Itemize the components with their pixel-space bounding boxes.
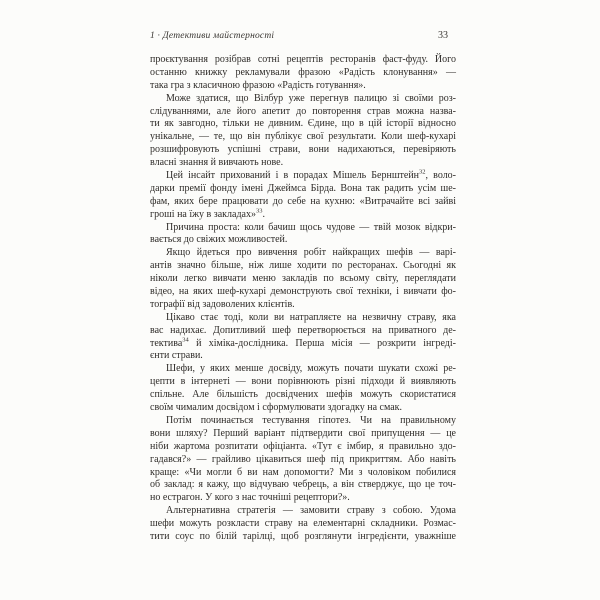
text-line: ти як завгодно, тільки не дивним. Єдине, що в цій історії відносно (150, 118, 456, 130)
text-line: дарки премії фонду імені Джеймса Бірда. Вона так радить усім ше- (150, 182, 456, 194)
text-line: власні знання й вивчають нове. (150, 157, 284, 169)
text-line: тектива$^{34}$ й хіміка-дослідника. Перша місія — розкрити інгреді- (150, 336, 456, 349)
text-line: тити соус по білій тарілці, щоб розглянути інгредієнти, уважніше (150, 530, 456, 542)
paragraph (150, 505, 456, 544)
text-line: Причина проста: коли бачиш щось чудове — твій мозок відкри- (166, 221, 456, 233)
text-line: антів значно більше, ніж лише ходити по ресторанах. Сьогодні як (150, 260, 456, 272)
text-line: цепти в інтернеті — вони порівнюють різні підходи й виявляють (150, 376, 456, 388)
text-line: краще: «Чи могли б ви нам допомогти? Ми з чоловіком побилися (150, 466, 456, 478)
text-line: спільне. Але більшість досвідчених шефів можуть скористатися (150, 389, 456, 401)
text-line: шефи можуть розкласти страву на елементарні складники. Розмас- (150, 518, 456, 530)
footnote-marker: 32 (419, 168, 426, 176)
text-line: Цей інсайт прихований і в порадах Мішель Бернштейн$^{32}$, воло- (166, 168, 457, 182)
text-line: відео, на яких шеф-кухарі демонструють свої техніки, і вивчати фо- (150, 286, 456, 298)
text-line: вається до свіжих можливостей. (150, 234, 288, 246)
text-line: вас надихає. Допитливий шеф перетворюється на приватного де- (150, 324, 456, 336)
text-line: Цікаво стає тоді, коли ви натрапляєте на незвичну страву, яка (166, 311, 456, 323)
text-line: тографії від задоволених клієнтів. (150, 298, 295, 310)
text-line: останню книжку рекламували фразою «Радість клонування» — (150, 66, 456, 78)
text-line: фам, яких бере працювати до себе на кухню: «Витрачайте всі зайві (150, 195, 456, 207)
text-line: Може здатися, що Вілбур уже перегнув палицю зі своїми роз- (166, 92, 456, 104)
text-line: Якщо йдеться про вивчення робіт найкращих шефів — варі- (166, 247, 456, 259)
text-line: слідуваннями, але його апетит до повторення страв можна назва- (150, 105, 456, 117)
paragraph (150, 415, 456, 505)
running-head-chapter: 1 · Детективи майстерності (150, 31, 275, 41)
footnote-marker: 34 (182, 336, 189, 344)
text-line: Потім починається тестування гіпотез. Чи на правильному (166, 414, 456, 426)
text-line: гроші на їжу в закладах»$^{33}$. (150, 207, 265, 220)
footnote-marker: 33 (255, 207, 263, 215)
page-header (150, 30, 448, 41)
text-line: вони шляху? Перший варіант підтвердити свої припущення — це (150, 427, 456, 439)
text-line: своїм чималим досвідом і сформулювати здогадку на смак. (150, 402, 403, 414)
text-line: ніби жартома розпитати офіціанта. «Тут є імбир, я правильно здо- (150, 440, 456, 452)
paragraph (150, 222, 456, 248)
text-line: проєктування розібрав сотні рецептів ресторанів фаст-фуду. Його (150, 54, 456, 65)
page-body (150, 54, 456, 544)
page-number: 33 (438, 30, 448, 41)
paragraph (150, 170, 456, 222)
text-line: гадався?» — грайливо цікавиться шеф під прикриттям. Або навіть (150, 453, 456, 465)
paragraph (150, 247, 456, 311)
text-line: об заклад: я кажу, що відчуваю чебрець, а він стверджує, що це точ- (150, 479, 456, 491)
text-line: ніколи легко вивчати меню закладів по всьому світу, переглядати (150, 273, 456, 285)
paragraph (150, 363, 456, 415)
text-line: но естрагон. У кого з нас точніші рецептори?». (150, 492, 350, 504)
paragraph (150, 54, 456, 93)
paragraph (150, 93, 456, 170)
text-line: Шефи, у яких менше досвіду, можуть почати шукати схожі ре- (166, 363, 456, 375)
text-line: єнти страви. (150, 350, 203, 362)
text-line: Альтернативна стратегія — замовити страву з собою. Удома (166, 505, 456, 517)
text-line: така гра з класичною фразою «Радість готування». (150, 79, 366, 91)
paragraph (150, 312, 456, 364)
text-line: унікальне, — те, що він публікує свої результати. Коли шеф-кухарі (150, 131, 456, 143)
text-line: розшифровують успішні страви, вони надихаються, перевіряють (150, 144, 456, 156)
